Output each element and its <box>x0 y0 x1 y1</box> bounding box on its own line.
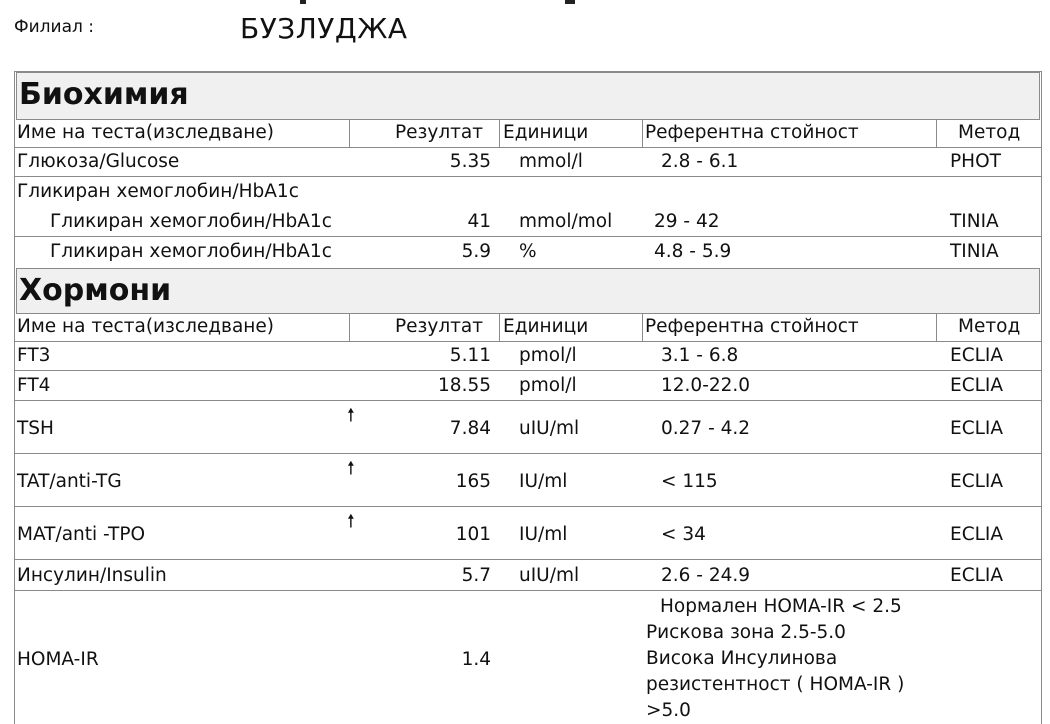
reference-range: 3.1 - 6.8 <box>661 345 739 366</box>
table-row <box>15 507 1041 560</box>
units: uIU/ml <box>519 565 580 586</box>
test-name: MAT/anti -TPO <box>17 524 146 545</box>
test-name: TSH <box>17 418 54 439</box>
col-test-name: Име на теста(изследване) <box>17 316 274 337</box>
result-value: 5.35 <box>449 151 491 172</box>
high-arrow-icon: 🠕 <box>347 405 355 426</box>
reference-range: < 115 <box>661 471 718 492</box>
reference-range: 0.27 - 4.2 <box>661 418 751 439</box>
section-title: Биохимия <box>19 77 189 112</box>
test-name: Инсулин/Insulin <box>17 565 167 586</box>
section-header-biochemistry <box>16 72 1040 120</box>
method: ECLIA <box>950 375 1004 396</box>
method: ECLIA <box>950 565 1004 586</box>
table-row <box>15 591 1041 724</box>
result-value: 5.11 <box>449 345 491 366</box>
reference-range: 2.6 - 24.9 <box>661 565 751 586</box>
cropped-text-fragment <box>300 0 306 4</box>
col-reference: Референтна стойност <box>645 122 859 143</box>
test-name: Глюкоза/Glucose <box>17 151 180 172</box>
result-value: 165 <box>455 471 491 492</box>
column-header-row <box>15 314 1041 342</box>
reference-line: >5.0 <box>646 700 691 721</box>
units: IU/ml <box>519 471 568 492</box>
col-result: Резултат <box>395 316 484 337</box>
table-row <box>15 341 1041 371</box>
table-row <box>15 237 1041 267</box>
test-name: FT4 <box>17 375 51 396</box>
method: TINIA <box>950 211 999 232</box>
test-group-name: Гликиран хемоглобин/HbA1c <box>17 181 299 202</box>
result-value: 18.55 <box>438 375 491 396</box>
cropped-text-fragment <box>565 0 575 4</box>
col-method: Метод <box>958 122 1021 143</box>
table-row <box>15 401 1041 454</box>
col-units: Единици <box>503 316 589 337</box>
test-name: HOMA-IR <box>17 649 99 670</box>
col-reference: Референтна стойност <box>645 316 859 337</box>
reference-range: < 34 <box>661 524 706 545</box>
col-result: Резултат <box>395 122 484 143</box>
units: uIU/ml <box>519 418 580 439</box>
reference-line: Висока Инсулинова <box>646 648 838 669</box>
units: pmol/l <box>519 345 577 366</box>
table-row <box>15 454 1041 507</box>
lab-report-table <box>14 71 1042 724</box>
method: PHOT <box>950 151 1001 172</box>
reference-range: 29 - 42 <box>654 211 720 232</box>
method: ECLIA <box>950 418 1004 439</box>
reference-range: 12.0-22.0 <box>661 375 751 396</box>
method: ECLIA <box>950 471 1004 492</box>
reference-range: 4.8 - 5.9 <box>654 241 732 262</box>
reference-range: 2.8 - 6.1 <box>661 151 739 172</box>
result-value: 41 <box>467 211 491 232</box>
reference-line: резистентност ( HOMA-IR ) <box>646 674 905 695</box>
table-row-group <box>15 177 1041 207</box>
result-value: 5.7 <box>461 565 491 586</box>
section-title: Хормони <box>19 273 172 308</box>
method: TINIA <box>950 241 999 262</box>
units: mmol/mol <box>519 211 613 232</box>
col-test-name: Име на теста(изследване) <box>17 122 274 143</box>
test-name: Гликиран хемоглобин/HbA1c <box>50 211 332 232</box>
units: mmol/l <box>519 151 583 172</box>
units: IU/ml <box>519 524 568 545</box>
units: pmol/l <box>519 375 577 396</box>
branch-label: Филиал : <box>14 17 95 37</box>
test-name: TAT/anti-TG <box>17 471 122 492</box>
high-arrow-icon: 🠕 <box>347 511 355 532</box>
result-value: 5.9 <box>461 241 491 262</box>
table-row <box>15 560 1041 591</box>
result-value: 7.84 <box>449 418 491 439</box>
test-name: Гликиран хемоглобин/HbA1c <box>50 241 332 262</box>
high-arrow-icon: 🠕 <box>347 458 355 479</box>
branch-value: БУЗЛУДЖА <box>240 12 408 45</box>
col-method: Метод <box>958 316 1021 337</box>
method: ECLIA <box>950 345 1004 366</box>
reference-line: Нормален HOMA-IR < 2.5 <box>660 596 902 617</box>
method: ECLIA <box>950 524 1004 545</box>
table-row <box>15 147 1041 177</box>
section-header-hormones <box>16 268 1040 314</box>
result-value: 101 <box>455 524 491 545</box>
table-row <box>15 371 1041 401</box>
column-header-row <box>15 120 1041 148</box>
units: % <box>519 241 537 262</box>
col-units: Единици <box>503 122 589 143</box>
test-name: FT3 <box>17 345 51 366</box>
result-value: 1.4 <box>461 649 491 670</box>
reference-line: Рискова зона 2.5-5.0 <box>646 622 846 643</box>
table-row <box>15 207 1041 237</box>
